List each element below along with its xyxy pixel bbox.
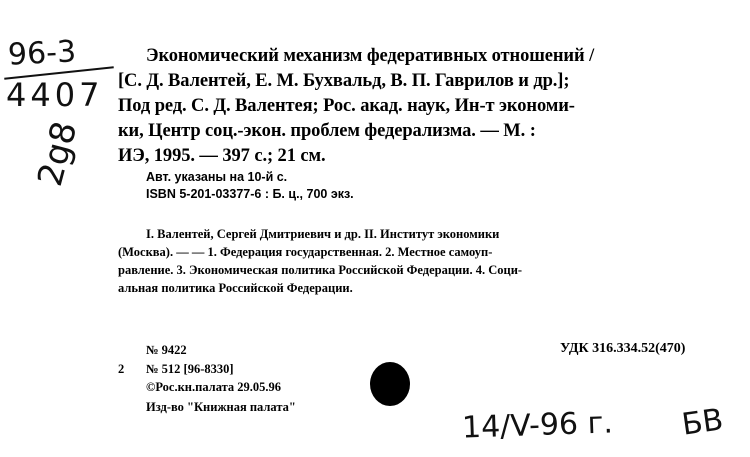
catalog-number: № 512 [96-8330] [146, 362, 234, 376]
subjects-line-4: альная политика Российской Федерации. [118, 281, 353, 295]
title-line-2: [С. Д. Валентей, Е. М. Бухвальд, В. П. Гаврилов и др.]; [118, 71, 570, 91]
ink-blot [370, 362, 410, 406]
handwritten-initials: БВ [679, 402, 726, 443]
udk-code: УДК 316.334.52(470) [560, 341, 686, 356]
publisher-line: Изд-во "Книжная палата" [146, 400, 296, 414]
side-mark: 2g8 [30, 117, 86, 191]
subjects-line-1: I. Валентей, Сергей Дмитриевич и др. II. Институт экономики [146, 227, 500, 241]
handwritten-date: 14/V-96 г. [461, 405, 614, 446]
isbn-line: ISBN 5-201-03377-6 : Б. ц., 700 экз. [146, 187, 354, 201]
shelfmark-top: 96-3 [7, 34, 77, 73]
copyright-stamp: ©Рос.кн.палата 29.05.96 [146, 380, 282, 394]
title-line-1: Экономический механизм федеративных отношений / [146, 46, 595, 66]
subjects-line-3: равление. 3. Экономическая политика Российской Федерации. 4. Соци- [118, 263, 523, 277]
title-line-4: ки, Центр соц.-экон. проблем федерализма. — М. : [118, 121, 536, 141]
record-number: № 9422 [146, 343, 187, 357]
title-line-5: ИЭ, 1995. — 397 с.; 21 см. [118, 146, 326, 166]
authors-note: Авт. указаны на 10-й с. [146, 170, 288, 184]
title-line-3: Под ред. С. Д. Валентея; Рос. акад. наук, Ин-т экономи- [118, 96, 575, 116]
subjects-line-2: (Москва). — — 1. Федерация государственная. 2. Местное самоуп- [118, 245, 493, 259]
copy-count: 2 [118, 362, 125, 376]
shelfmark-bottom: 4407 [6, 76, 104, 114]
